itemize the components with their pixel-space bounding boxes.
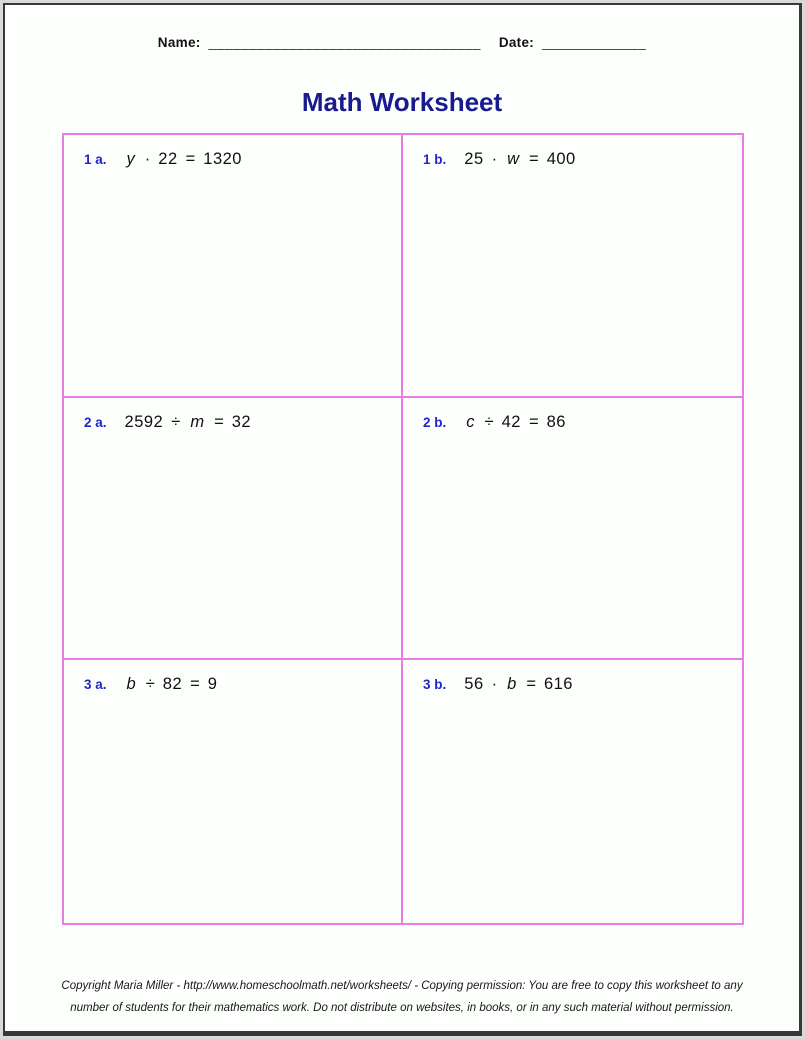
equation-operator: · (144, 150, 151, 168)
date-label: Date: (498, 35, 535, 50)
equation-operator: ÷ (484, 412, 494, 431)
equation-term: w (507, 150, 520, 168)
equals-sign: = (214, 412, 224, 431)
problem-grid (62, 133, 744, 925)
problem-label: 2 a. (84, 414, 107, 430)
equation-term: 2592 (124, 412, 164, 431)
copyright-line-2: number of students for their mathematics work. Do not distribute on websites, in books, or in any such material without permission. (70, 1002, 734, 1014)
name-label: Name: (157, 35, 201, 50)
equation-result: 9 (207, 675, 218, 694)
problem-label: 1 a. (84, 152, 107, 167)
equation-result: 1320 (203, 150, 242, 168)
equation-term: c (466, 412, 475, 431)
problem-equation (125, 675, 218, 694)
worksheet-page (3, 3, 802, 1036)
problem-equation (464, 150, 575, 169)
page-title: Math Worksheet (301, 87, 503, 117)
equals-sign: = (185, 150, 196, 168)
equation-term: y (126, 150, 135, 168)
date-blank-line: _____________ (542, 35, 647, 50)
equals-sign: = (190, 675, 200, 694)
equation-result: 32 (231, 412, 252, 431)
equation-operator: · (491, 675, 498, 694)
problem-label: 2 b. (423, 414, 447, 430)
equation-term: b (126, 675, 136, 694)
equals-sign: = (529, 150, 539, 168)
problem-cell-2b (403, 398, 742, 661)
equation-term: 82 (162, 675, 183, 694)
problem-label: 1 b. (423, 152, 447, 167)
problem-cell-1a (64, 135, 403, 398)
equation-result: 86 (546, 412, 566, 431)
equals-sign: = (528, 412, 539, 431)
problem-equation (125, 413, 252, 432)
equation-term: m (190, 412, 205, 431)
equals-sign: = (526, 675, 536, 694)
equation-term: 56 (464, 675, 484, 694)
problem-label: 3 b. (423, 677, 447, 693)
copyright-footer (5, 975, 799, 1019)
problem-equation (464, 413, 566, 432)
problem-cell-3b (403, 660, 742, 923)
equation-term: 25 (464, 150, 484, 168)
copyright-line-1: Copyright Maria Miller - http://www.homeschoolmath.net/worksheets/ - Copying permission: You are free to copy this worksheet to any (61, 980, 743, 992)
equation-operator: ÷ (145, 675, 155, 694)
equation-term: b (507, 675, 517, 694)
problem-label: 3 a. (84, 677, 107, 693)
equation-result: 616 (543, 675, 573, 694)
equation-operator: ÷ (171, 412, 181, 431)
equation-result: 400 (546, 150, 576, 168)
equation-term: 42 (501, 412, 521, 431)
name-date-row (5, 35, 799, 50)
equation-term: 22 (158, 150, 178, 168)
problem-cell-2a (64, 398, 403, 661)
problem-equation (464, 675, 573, 694)
name-blank-line: __________________________________ (208, 35, 481, 50)
equation-operator: · (491, 150, 498, 168)
problem-cell-1b (403, 135, 742, 398)
problem-cell-3a (64, 660, 403, 923)
problem-equation (125, 150, 242, 169)
